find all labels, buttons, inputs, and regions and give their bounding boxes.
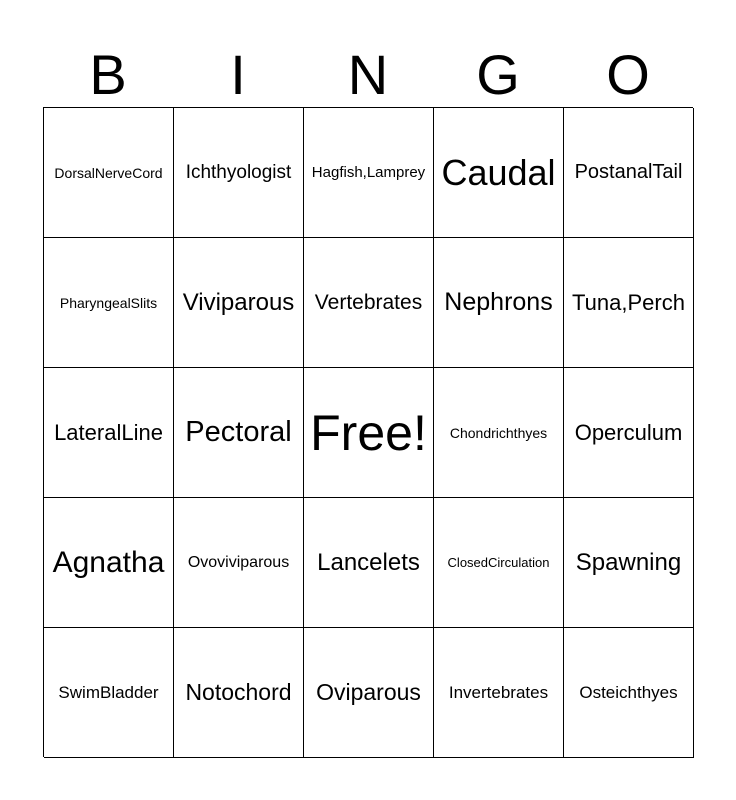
- bingo-cell[interactable]: Nephrons: [434, 238, 564, 368]
- bingo-grid: [43, 107, 693, 757]
- bingo-cell[interactable]: SwimBladder: [44, 628, 174, 758]
- header-letter-o: O: [606, 43, 650, 106]
- bingo-cell[interactable]: Caudal: [434, 108, 564, 238]
- bingo-cell[interactable]: PostanalTail: [564, 108, 694, 238]
- bingo-cell[interactable]: Lancelets: [304, 498, 434, 628]
- bingo-cell[interactable]: Chondrichthyes: [434, 368, 564, 498]
- bingo-cell[interactable]: Operculum: [564, 368, 694, 498]
- bingo-cell[interactable]: ClosedCirculation: [434, 498, 564, 628]
- bingo-cell[interactable]: Oviparous: [304, 628, 434, 758]
- header-letter-b: B: [89, 43, 127, 106]
- bingo-cell[interactable]: Ichthyologist: [174, 108, 304, 238]
- bingo-cell[interactable]: Ovoviviparous: [174, 498, 304, 628]
- bingo-header: [43, 40, 693, 110]
- bingo-cell[interactable]: Hagfish,Lamprey: [304, 108, 434, 238]
- free-space-cell[interactable]: Free!: [304, 368, 434, 498]
- bingo-cell[interactable]: DorsalNerveCord: [44, 108, 174, 238]
- bingo-cell[interactable]: Pectoral: [174, 368, 304, 498]
- header-letter-i: I: [230, 43, 246, 106]
- bingo-cell[interactable]: Notochord: [174, 628, 304, 758]
- bingo-cell[interactable]: Invertebrates: [434, 628, 564, 758]
- bingo-cell[interactable]: Viviparous: [174, 238, 304, 368]
- bingo-cell[interactable]: Spawning: [564, 498, 694, 628]
- header-letter-n: N: [347, 43, 389, 106]
- bingo-cell[interactable]: Tuna,Perch: [564, 238, 694, 368]
- header-letter-g: G: [476, 43, 520, 106]
- bingo-cell[interactable]: Agnatha: [44, 498, 174, 628]
- bingo-cell[interactable]: Osteichthyes: [564, 628, 694, 758]
- bingo-cell[interactable]: LateralLine: [44, 368, 174, 498]
- bingo-cell[interactable]: Vertebrates: [304, 238, 434, 368]
- bingo-cell[interactable]: PharyngealSlits: [44, 238, 174, 368]
